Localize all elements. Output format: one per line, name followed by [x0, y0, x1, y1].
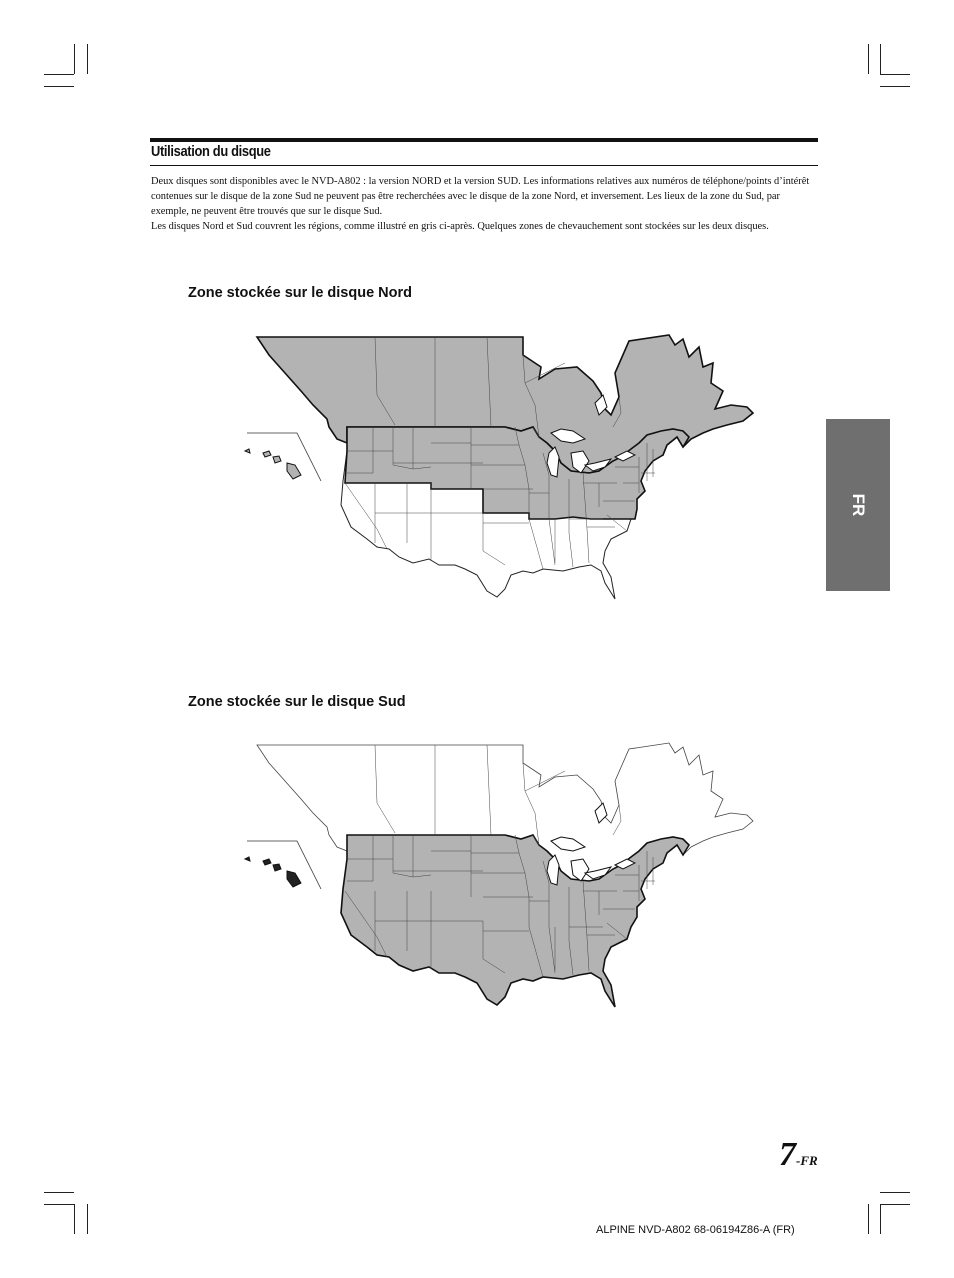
crop-mark	[44, 1192, 74, 1193]
map-heading-south: Zone stockée sur le disque Sud	[188, 694, 406, 710]
crop-mark	[880, 1204, 881, 1234]
intro-paragraph-1: Deux disques sont disponibles avec le NVD-A802 : la version NORD et la version SUD. Les informations relatives aux numéros de téléphone/points d’intérêt contenues sur le disque de la zone Sud ne peuvent pas être recherchées avec le disque de la zone Nord, et inversement. Les lieux de la zone du Sud, par exemple, ne peuvent être trouvés que sur le disque Sud.	[151, 176, 810, 217]
intro-text	[151, 174, 815, 234]
intro-paragraph-2: Les disques Nord et Sud couvrent les régions, comme illustré en gris ci-après. Quelques zones de chevauchement sont stockées sur les deux disques.	[151, 221, 769, 232]
section-rule-top	[150, 138, 818, 142]
map-north-svg	[243, 333, 757, 601]
crop-mark	[880, 1192, 910, 1193]
crop-mark	[87, 44, 88, 74]
crop-mark	[880, 86, 910, 87]
crop-mark	[87, 1204, 88, 1234]
map-south-svg	[243, 741, 757, 1009]
crop-mark	[44, 74, 74, 75]
section-title: Utilisation du disque	[151, 143, 271, 160]
language-tab	[826, 419, 890, 591]
crop-mark	[868, 44, 869, 74]
page-number-value: 7	[779, 1136, 796, 1173]
section-rule-bottom	[150, 165, 818, 166]
crop-mark	[74, 1204, 75, 1234]
language-tab-label: FR	[849, 493, 868, 517]
map-north	[243, 333, 757, 601]
crop-mark	[44, 1204, 74, 1205]
crop-mark	[74, 44, 75, 74]
page-number	[779, 1136, 818, 1174]
crop-mark	[880, 1204, 910, 1205]
crop-mark	[868, 1204, 869, 1234]
crop-mark	[44, 86, 74, 87]
footer-code: ALPINE NVD-A802 68-06194Z86-A (FR)	[596, 1224, 795, 1236]
crop-mark	[880, 74, 910, 75]
page-number-suffix: -FR	[796, 1153, 818, 1168]
map-heading-north: Zone stockée sur le disque Nord	[188, 285, 412, 301]
map-south	[243, 741, 757, 1009]
crop-mark	[880, 44, 881, 74]
